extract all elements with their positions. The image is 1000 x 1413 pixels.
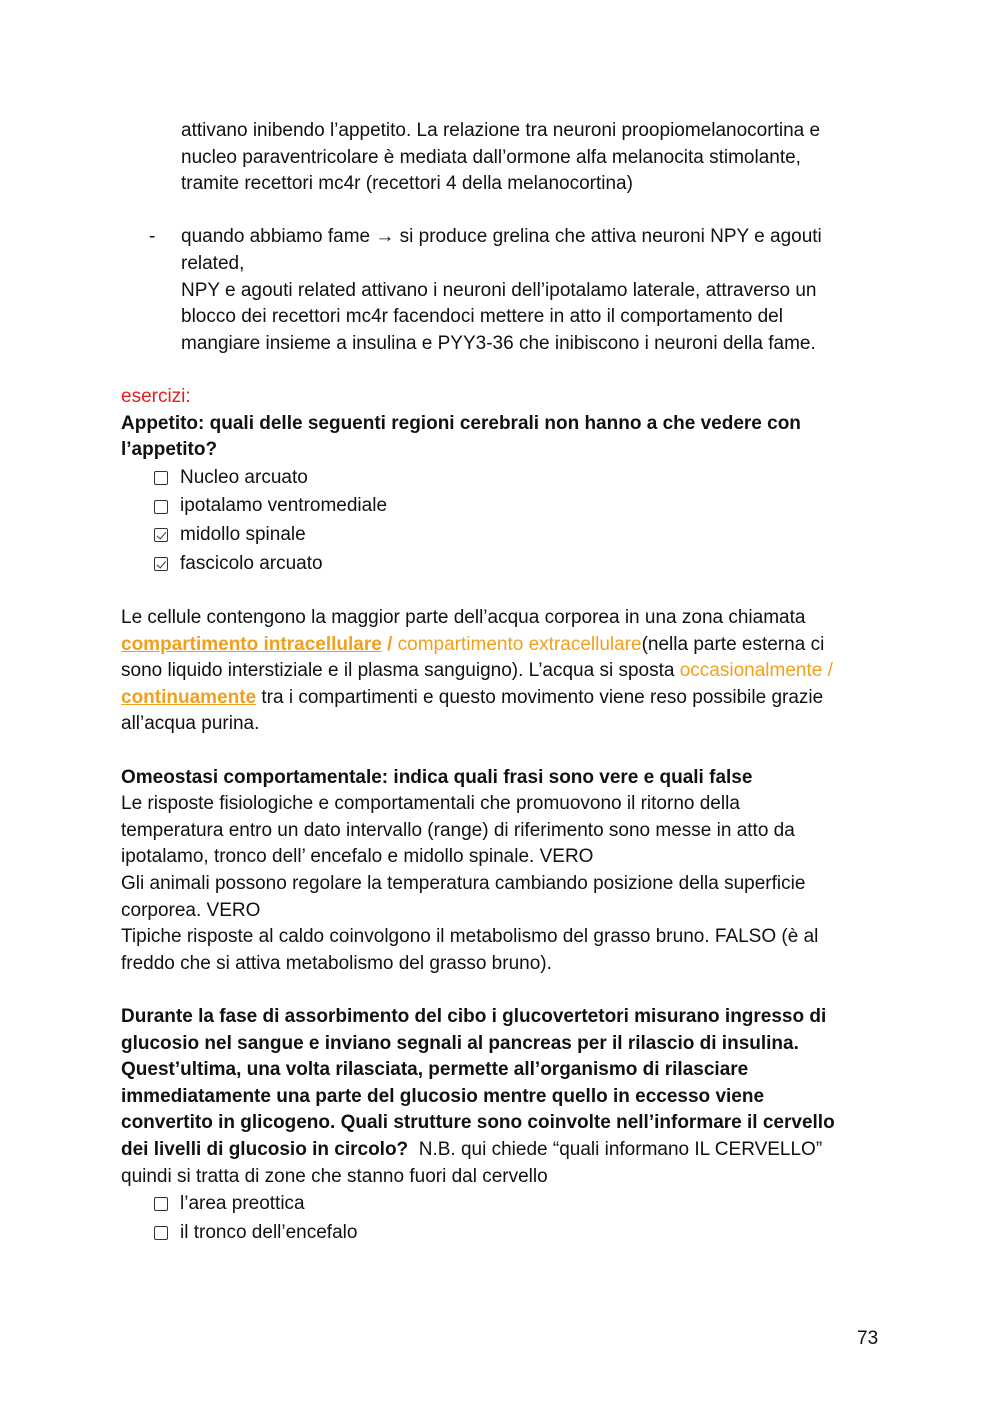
question-line: convertito in glicogeno. Quali strutture sono coinvolte nell’informare il cervello xyxy=(121,1112,835,1134)
checklist-appetite xyxy=(121,464,881,579)
unchecked-box-icon[interactable] xyxy=(154,1197,168,1211)
text-line: Le cellule contengono la maggior parte dell’acqua corporea in una zona chiamata xyxy=(121,607,806,629)
text-line: nucleo paraventricolare è mediata dall’ormone alfa melanocita stimolante, xyxy=(181,146,801,168)
checklist-label: Nucleo arcuato xyxy=(180,466,308,488)
checked-box-icon[interactable] xyxy=(154,528,168,542)
question-homeostasis xyxy=(121,765,881,978)
question-fragment: dei livelli di glucosio in circolo? xyxy=(121,1138,409,1160)
note-line: quindi si tratta di zone che stanno fuori dal cervello xyxy=(121,1165,548,1187)
text-line: Gli animali possono regolare la temperatura cambiando posizione della superficie xyxy=(121,873,806,894)
unchecked-box-icon[interactable] xyxy=(154,471,168,485)
note-text: N.B. qui chiede “quali informano IL CERVELLO” xyxy=(408,1138,823,1160)
text-line: NPY e agouti related attivano i neuroni dell’ipotalamo laterale, attraverso un xyxy=(181,279,817,301)
text-line: freddo che si attiva metabolismo del grasso bruno). xyxy=(121,952,552,974)
checklist-label: fascicolo arcuato xyxy=(180,552,323,574)
exercises-heading: esercizi: xyxy=(121,385,191,407)
question-line: Quest’ultima, una volta rilasciata, permette all’organismo di rilasciare xyxy=(121,1059,749,1081)
answer-choice: compartimento extracellulare xyxy=(397,633,642,655)
text-line: ipotalamo, tronco dell’ encefalo e midollo spinale. VERO xyxy=(121,846,594,868)
text-line: all’acqua purina. xyxy=(121,713,260,735)
checklist-label: ipotalamo ventromediale xyxy=(180,495,388,517)
unchecked-box-icon[interactable] xyxy=(154,500,168,514)
checklist-glucose xyxy=(121,1190,881,1247)
question-line: Durante la fase di assorbimento del cibo i glucovertetori misurano ingresso di xyxy=(121,1005,827,1027)
text-line: mangiare insieme a insulina e PYY3-36 che inibiscono i neuroni della fame. xyxy=(181,332,816,354)
checklist-item[interactable] xyxy=(121,1190,881,1219)
checklist-label: l’area preottica xyxy=(180,1193,305,1215)
checklist-item[interactable] xyxy=(121,1219,881,1248)
page-number: 73 xyxy=(857,1328,879,1349)
checklist-label: il tronco dell’encefalo xyxy=(180,1221,358,1243)
question-water xyxy=(121,605,881,738)
text-line: related, xyxy=(181,252,245,274)
bullet-marker: - xyxy=(149,226,156,248)
question-appetite xyxy=(121,411,881,579)
text-line: tramite recettori mc4r (recettori 4 della melanocortina) xyxy=(181,173,633,195)
page-content xyxy=(121,118,881,1248)
checklist-item[interactable] xyxy=(121,521,881,550)
checklist-item[interactable] xyxy=(121,492,881,521)
question-line: immediatamente una parte del glucosio mentre quello in eccesso viene xyxy=(121,1085,765,1107)
top-paragraph xyxy=(121,118,881,198)
answer-choice-selected: continuamente xyxy=(121,686,257,708)
question-line: glucosio nel sangue e inviano segnali al pancreas per il rilascio di insulina. xyxy=(121,1032,799,1054)
text-line: blocco dei recettori mc4r facendoci mettere in atto il comportamento del xyxy=(181,306,783,328)
text-line: attivano inibendo l’appetito. La relazione tra neuroni proopiomelanocortina e xyxy=(181,120,821,141)
checklist-label: midollo spinale xyxy=(180,524,306,546)
unchecked-box-icon[interactable] xyxy=(154,1226,168,1240)
text-line: corporea. VERO xyxy=(121,899,261,921)
checklist-item[interactable] xyxy=(121,550,881,579)
text-line: quando abbiamo fame → si produce grelina che attiva neuroni NPY e agouti xyxy=(181,226,822,248)
bullet-item xyxy=(121,224,881,357)
text-line xyxy=(121,658,881,685)
question-glucose xyxy=(121,1004,881,1248)
text-line: Le risposte fisiologiche e comportamentali che promuovono il ritorno della xyxy=(121,793,740,815)
text-fragment: sono liquido interstiziale e il plasma sanguigno). L’acqua si sposta xyxy=(121,660,680,682)
question-line: Appetito: quali delle seguenti regioni cerebrali non hanno a che vedere con xyxy=(121,412,801,434)
answer-separator: / xyxy=(381,633,398,655)
checked-box-icon[interactable] xyxy=(154,557,168,571)
checklist-item[interactable] xyxy=(121,464,881,493)
question-title: Omeostasi comportamentale: indica quali frasi sono vere e quali false xyxy=(121,766,753,788)
answer-choice-selected: compartimento intracellulare xyxy=(121,633,382,655)
text-line: temperatura entro un dato intervallo (range) di riferimento sono messe in atto da xyxy=(121,819,795,841)
text-line xyxy=(121,685,881,712)
text-line: Tipiche risposte al caldo coinvolgono il metabolismo del grasso bruno. FALSO (è al xyxy=(121,926,819,948)
text-fragment: tra i compartimenti e questo movimento viene reso possibile grazie xyxy=(256,686,824,708)
text-fragment: (nella parte esterna ci xyxy=(641,633,825,655)
question-line xyxy=(121,1137,881,1164)
answer-choice: occasionalmente / xyxy=(679,660,833,682)
text-line xyxy=(121,632,881,659)
question-line: l’appetito? xyxy=(121,439,218,461)
